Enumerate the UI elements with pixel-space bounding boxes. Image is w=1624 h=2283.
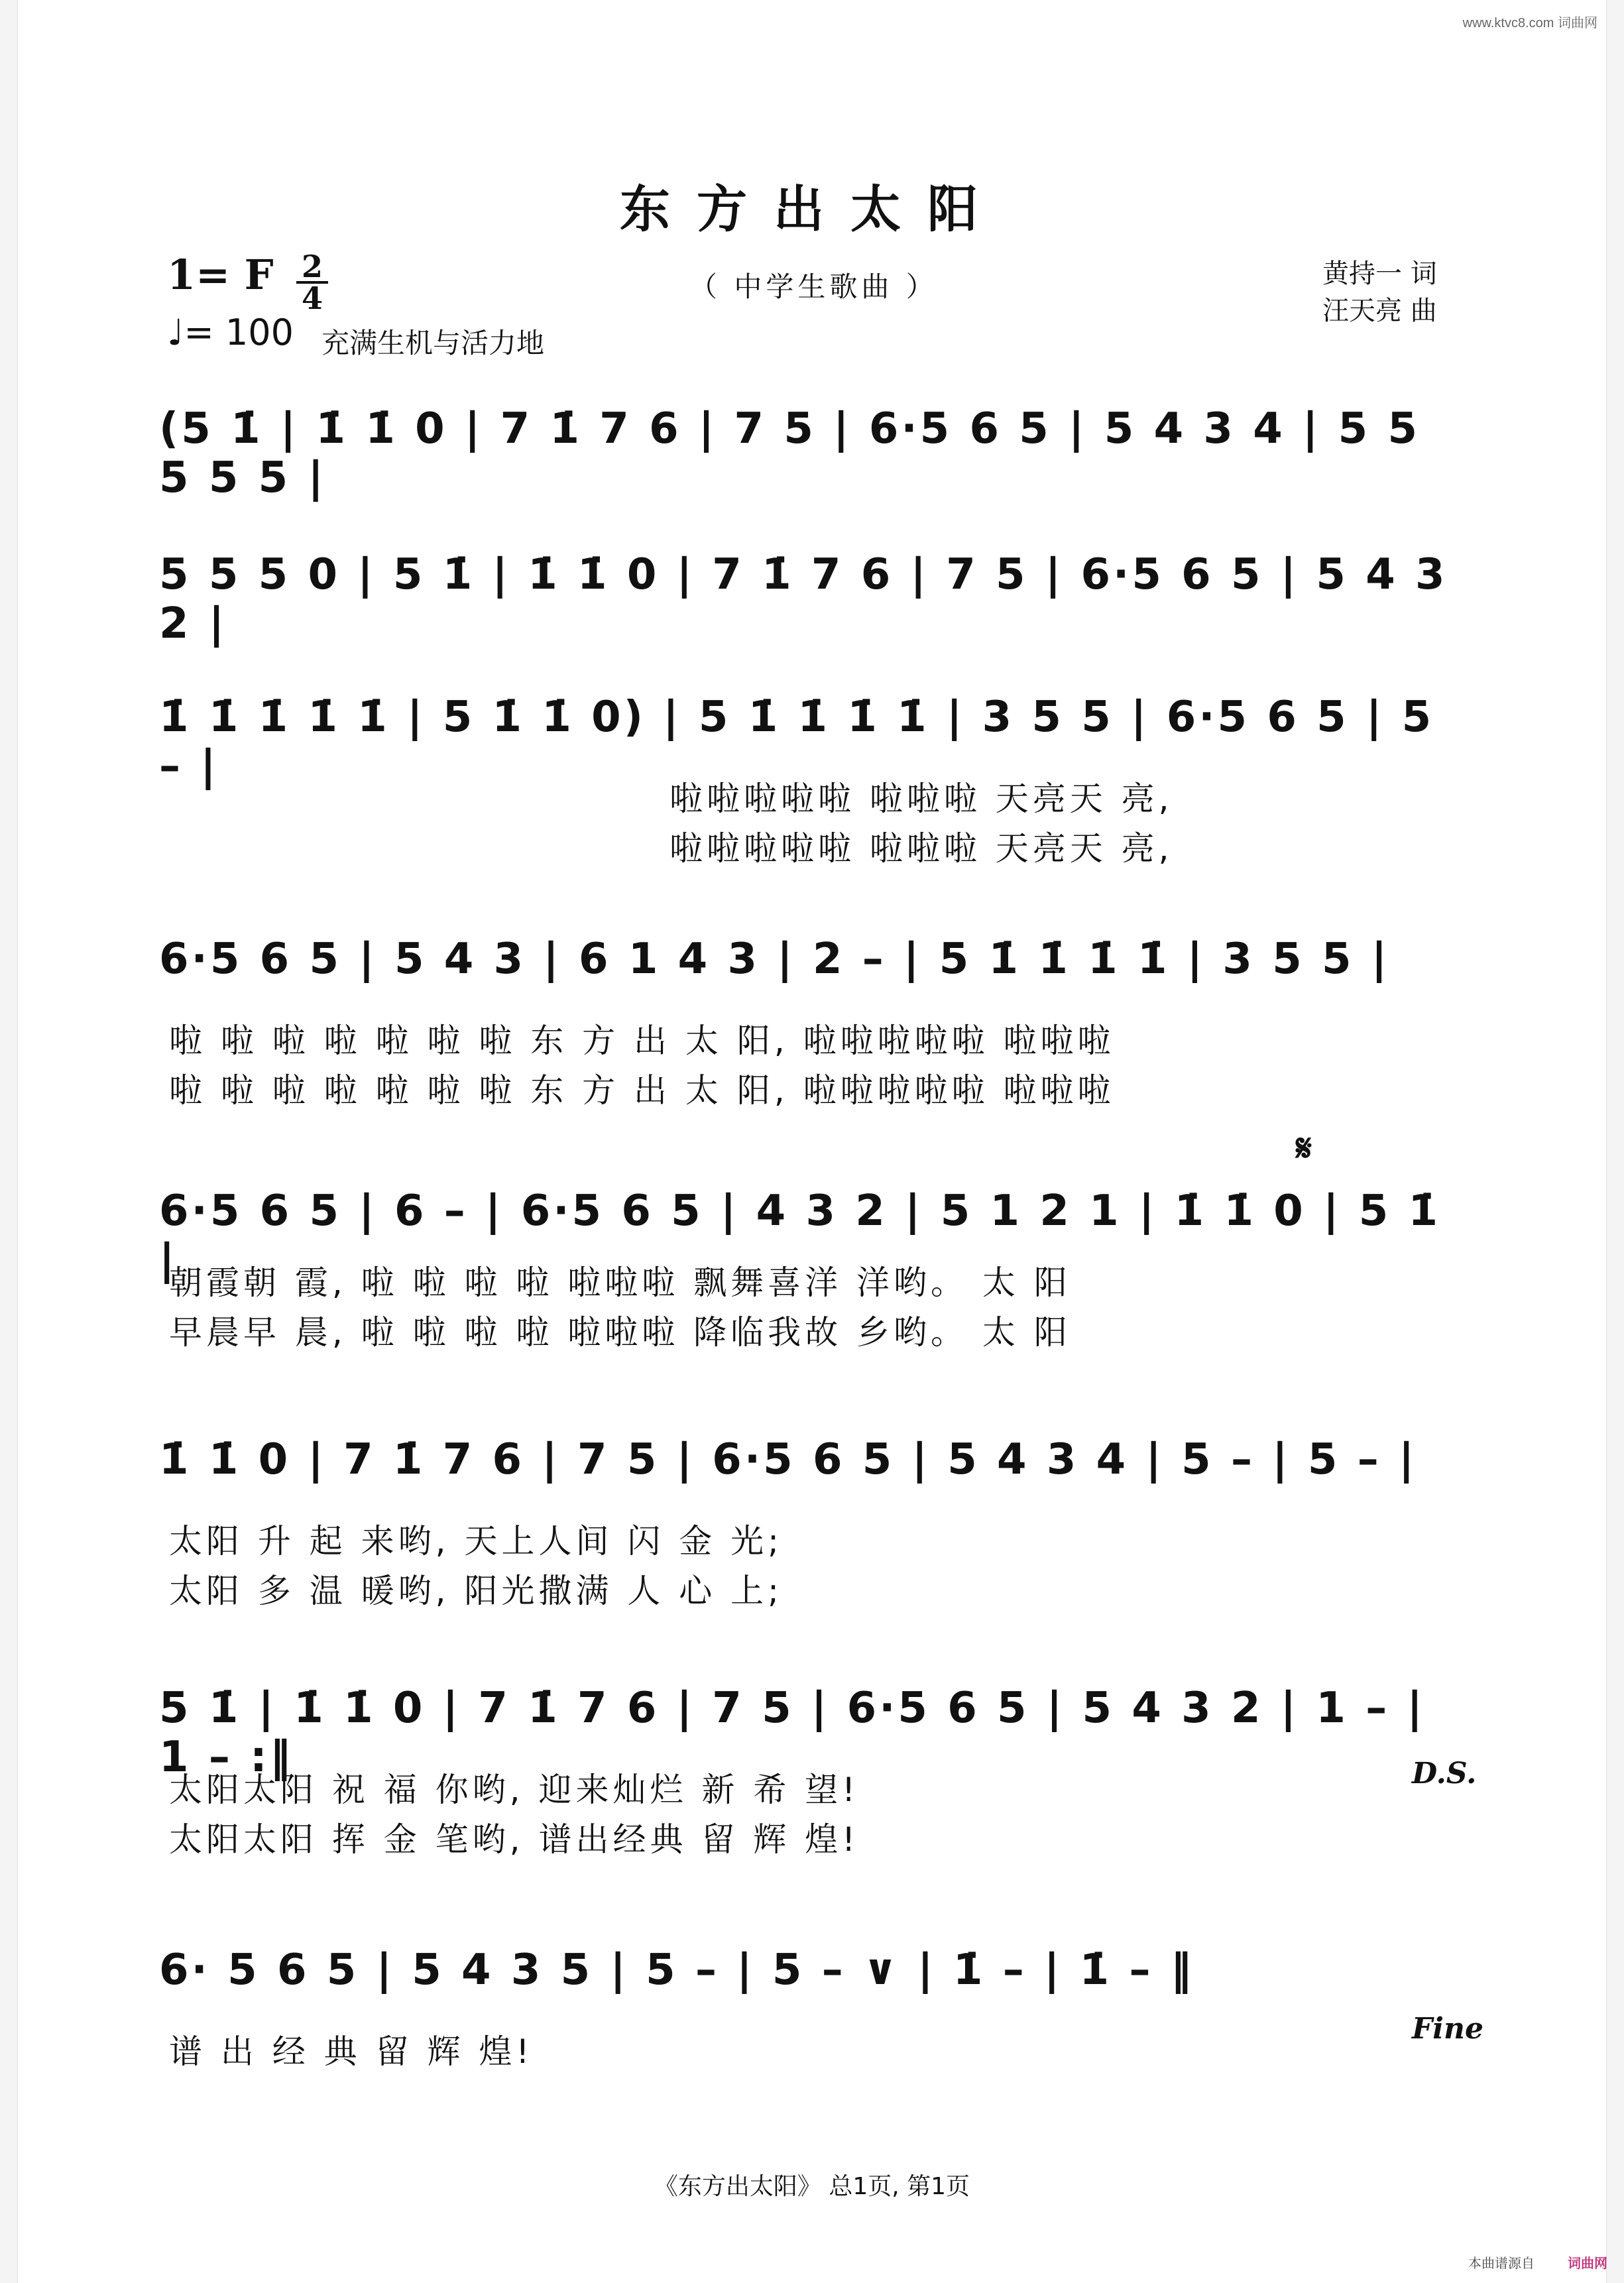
- key-signature: 1= F: [167, 251, 274, 299]
- expression-marking: 充满生机与活力地: [321, 327, 545, 359]
- lyric-verse-2: 太阳太阳 挥 金 笔哟, 谱出经典 留 辉 煌!: [169, 1820, 860, 1859]
- time-signature: [295, 249, 329, 316]
- song-title: 东方出太阳: [620, 180, 1004, 239]
- notation-line: 1̇ 1̇ 1̇ 1̇ 1̇ | 5 1̇ 1̇ 0) | 5 1̇ 1̇ 1̇ 1̇ | 3 5 5 | 6·5 6 5 | 5 – |: [159, 693, 1434, 791]
- lyric-verse-2: 啦啦啦啦啦 啦啦啦 天亮天 亮,: [669, 829, 1173, 868]
- lyric-verse-2: 太阳 多 温 暖哟, 阳光撒满 人 心 上;: [169, 1572, 783, 1610]
- time-signature-denominator: 4: [301, 280, 323, 316]
- score-system-2: [159, 550, 1458, 648]
- time-signature-numerator: 2: [301, 249, 323, 284]
- lyric-verse-1: 太阳太阳 祝 福 你哟, 迎来灿烂 新 希 望!: [169, 1771, 860, 1809]
- source-label: 本曲谱源自: [1468, 2255, 1535, 2271]
- lyric-verse-2: 啦 啦 啦 啦 啦 啦 啦 东 方 出 太 阳, 啦啦啦啦啦 啦啦啦: [169, 1071, 1115, 1110]
- segno-sign: 𝄋: [1296, 1127, 1312, 1170]
- ds-marker: D.S.: [1412, 1757, 1477, 1790]
- score-system-4: [159, 935, 1458, 1110]
- notation-line: 5 5 5 0 | 5 1̇ | 1̇ 1̇ 0 | 7 1̇ 7 6 | 7 5 | 6·5 6 5 | 5 4 3 2 |: [159, 550, 1448, 648]
- notation-line: (5 1̇ | 1̇ 1̇ 0 | 7 1̇ 7 6 | 7 5 | 6·5 6 5 | 5 4 3 4 | 5 5 5 5 5 |: [159, 404, 1420, 502]
- score-system-5: [159, 1127, 1458, 1352]
- score-system-8: [159, 1946, 1483, 2071]
- notation-line: 5 1̇ | 1̇ 1̇ 0 | 7 1̇ 7 6 | 7 5 | 6·5 6 5 | 5 4 3 2 | 1 – | 1 – :‖: [159, 1684, 1425, 1782]
- composer: 汪天亮 曲: [1322, 296, 1437, 326]
- score-system-7: [159, 1684, 1477, 1859]
- left-margin-strip: [0, 0, 18, 2283]
- score-system-1: [159, 404, 1458, 502]
- page-footer: 《东方出太阳》 总1页, 第1页: [654, 2173, 970, 2200]
- lyric-verse-1: 太阳 升 起 来哟, 天上人间 闪 金 光;: [169, 1522, 783, 1560]
- lyric-verse-1: 朝霞朝 霞, 啦 啦 啦 啦 啦啦啦 飘舞喜洋 洋哟。 太 阳: [169, 1263, 1071, 1302]
- brand-label: 词曲网: [1568, 2255, 1607, 2271]
- score-system-6: [159, 1435, 1458, 1610]
- lyric-verse-1: 啦 啦 啦 啦 啦 啦 啦 东 方 出 太 阳, 啦啦啦啦啦 啦啦啦: [169, 1022, 1115, 1060]
- score-system-3: [159, 693, 1458, 868]
- lyricist: 黄持一 词: [1322, 259, 1437, 289]
- site-watermark: www.ktvc8.com 词曲网: [1462, 16, 1597, 30]
- lyric-verse-1: 啦啦啦啦啦 啦啦啦 天亮天 亮,: [669, 780, 1173, 818]
- notation-line: 6·5 6 5 | 5 4 3 | 6 1 4 3 | 2 – | 5 1̇ 1̇ 1̇ 1̇ | 3 5 5 |: [159, 935, 1390, 984]
- tempo-marking: ♩= 100: [167, 312, 294, 353]
- credits: [1322, 255, 1437, 329]
- fine-marker: Fine: [1412, 2012, 1483, 2046]
- notation-line: 6· 5 6 5 | 5 4 3 5 | 5 – | 5 – ∨ | 1̇ – | 1̇ – ‖: [159, 1946, 1194, 1995]
- notation-line: 1̇ 1̇ 0 | 7 1̇ 7 6 | 7 5 | 6·5 6 5 | 5 4 3 4 | 5 – | 5 – |: [159, 1435, 1417, 1484]
- lyric-verse-1: 谱 出 经 典 留 辉 煌!: [169, 2032, 534, 2071]
- right-margin-strip: [1606, 0, 1624, 2283]
- song-subtitle: （ 中学生歌曲 ）: [689, 270, 938, 303]
- lyric-verse-2: 早晨早 晨, 啦 啦 啦 啦 啦啦啦 降临我故 乡哟。 太 阳: [169, 1313, 1071, 1352]
- notation-line: 6·5 6 5 | 6 – | 6·5 6 5 | 4 3 2 | 5 1 2 1 | 1̇ 1̇ 0 | 5 1̇ |: [159, 1187, 1441, 1285]
